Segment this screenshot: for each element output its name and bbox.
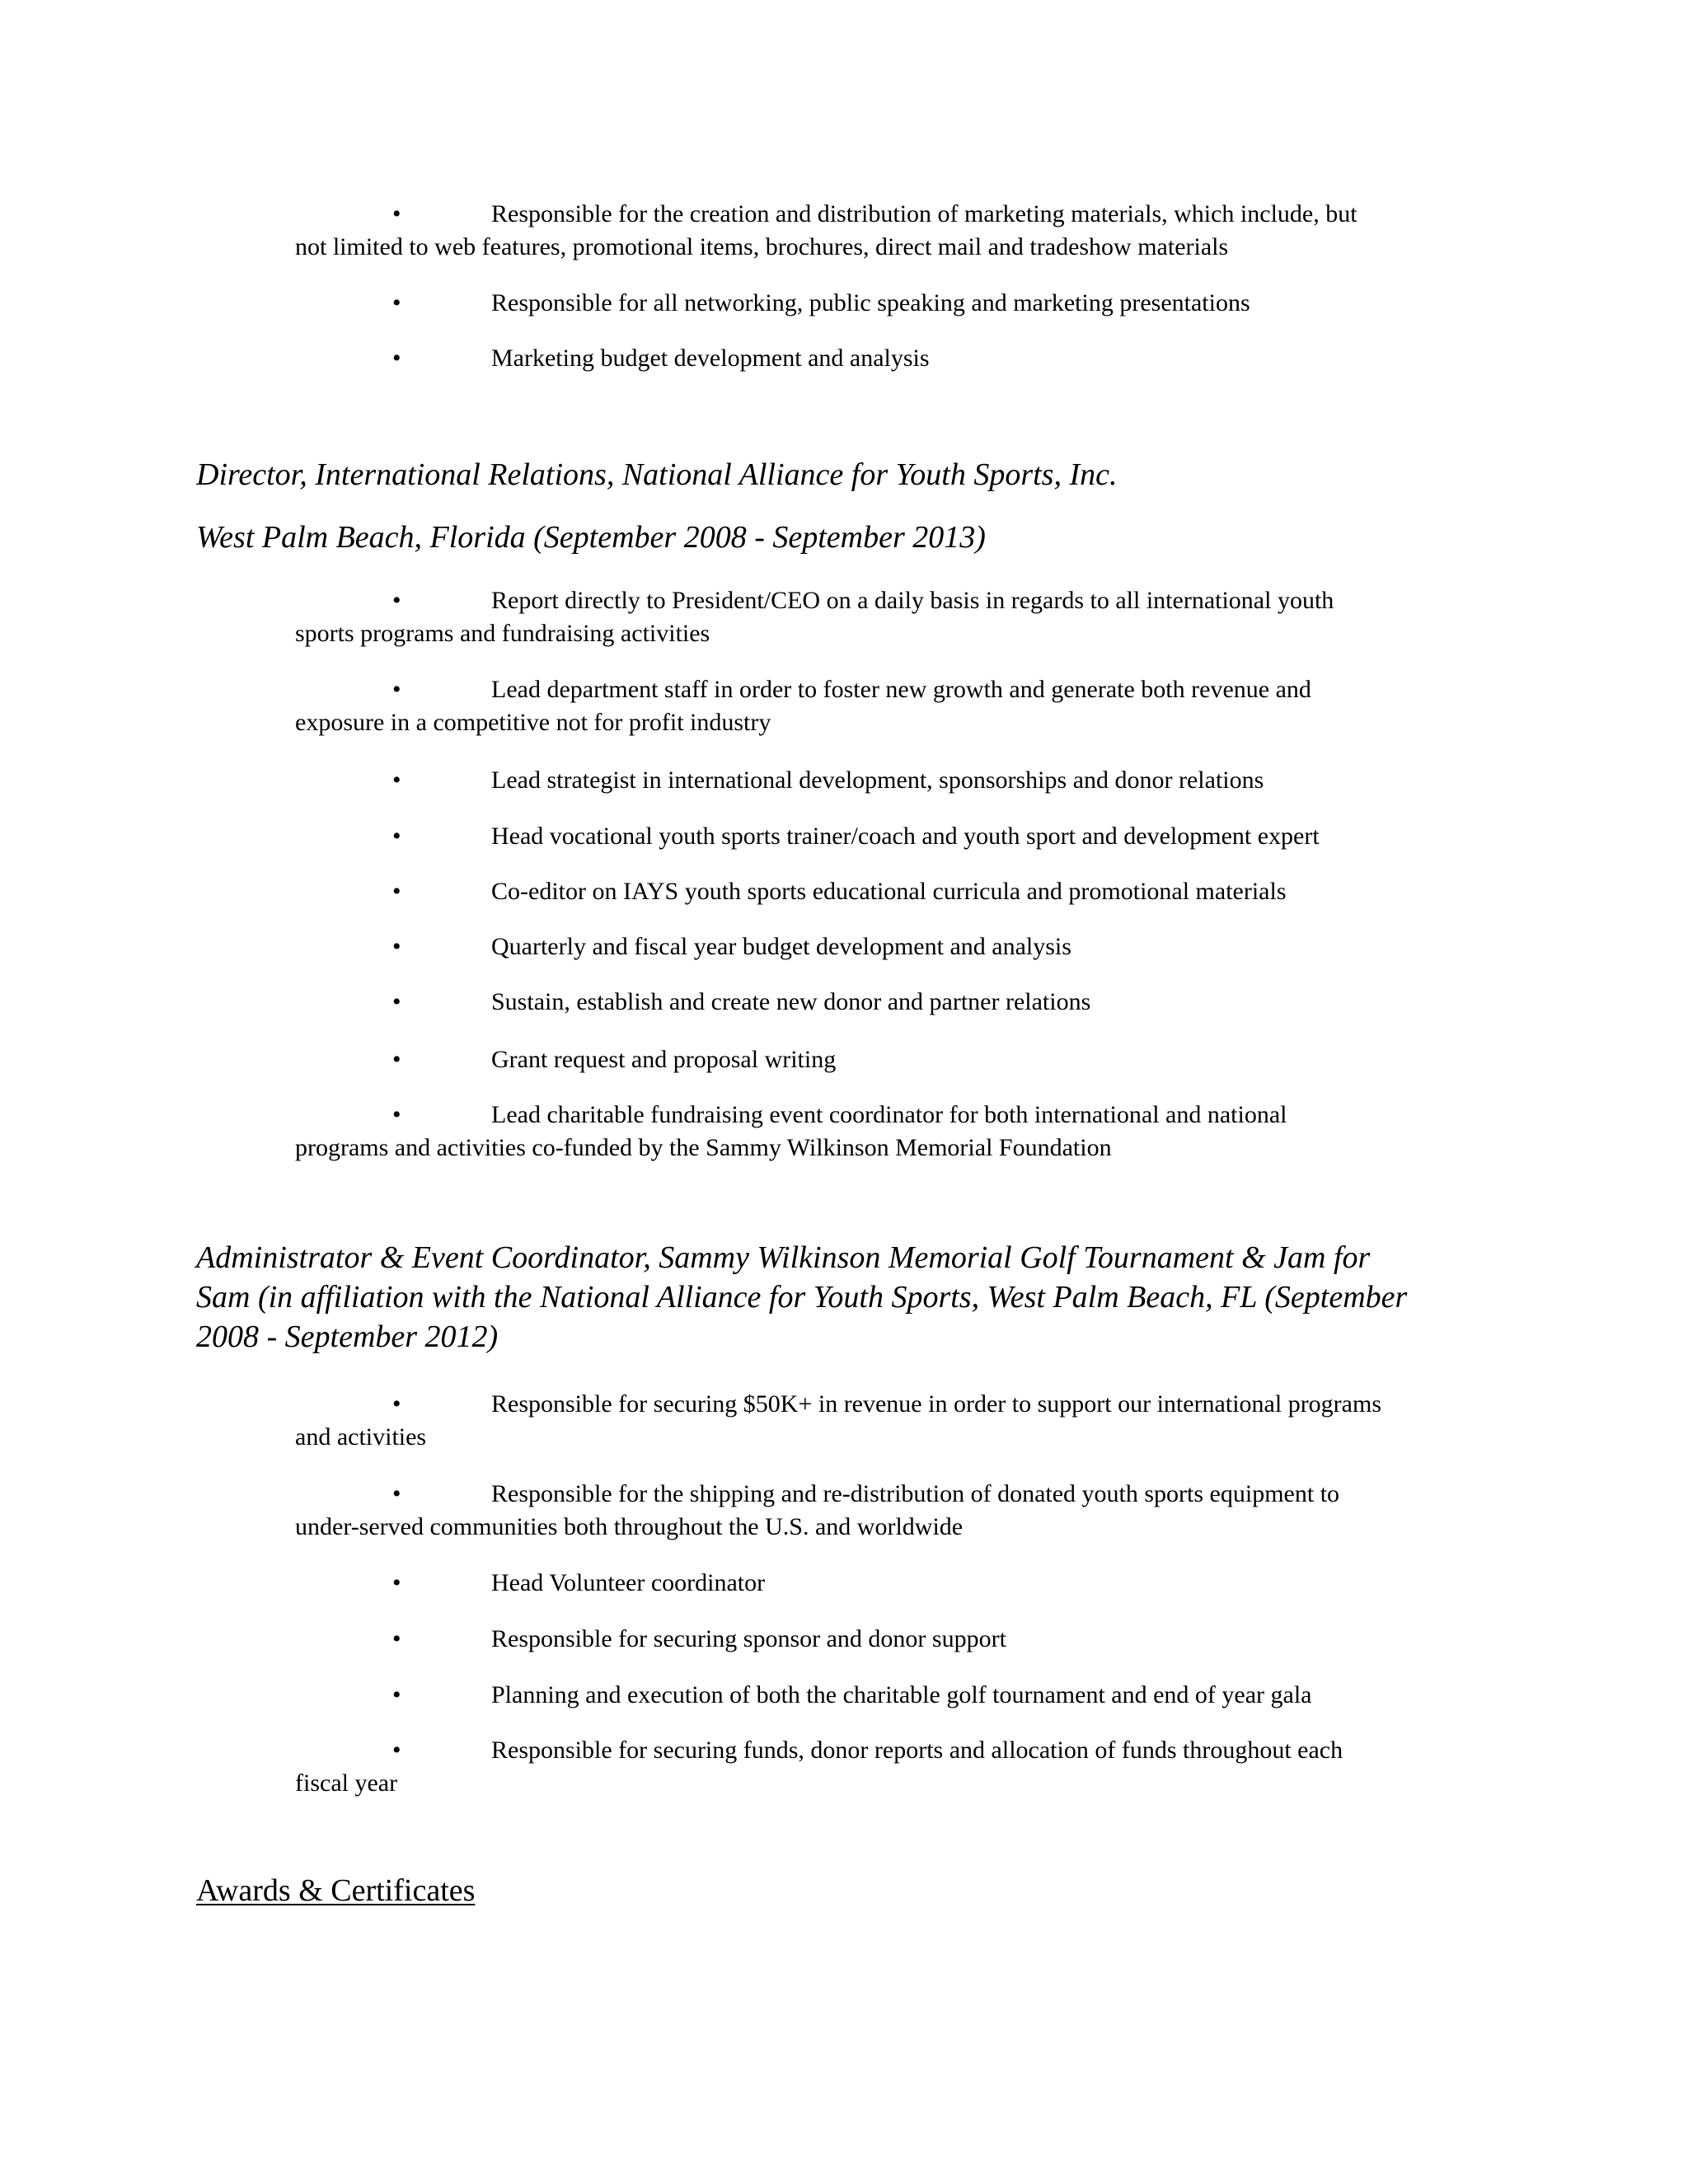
awards-section-heading: Awards & Certificates	[196, 1873, 476, 1908]
bullet-dot: •	[392, 200, 401, 227]
bullet-text: Report directly to President/CEO on a daily basis in regards to all international youth	[491, 587, 1334, 614]
bullet-item	[295, 584, 1490, 650]
bullet-item	[295, 1623, 1490, 1656]
job-title-line: Administrator & Event Coordinator, Sammy Wilkinson Memorial Golf Tournament & Jam for	[196, 1240, 1371, 1275]
bullet-text: Responsible for securing sponsor and donor support	[491, 1625, 1006, 1652]
job-title-line: Sam (in affiliation with the National Alliance for Youth Sports, West Palm Beach, FL (September	[196, 1280, 1408, 1315]
bullet-text: Planning and execution of both the charitable golf tournament and end of year gala	[491, 1681, 1312, 1708]
bullet-text: Responsible for the creation and distribution of marketing materials, which include, but	[491, 200, 1357, 227]
bullet-item	[295, 342, 1490, 375]
bullet-item	[295, 986, 1490, 1019]
bullet-text: Head vocational youth sports trainer/coach and youth sport and development expert	[491, 823, 1320, 850]
bullet-item	[295, 1734, 1490, 1800]
bullet-dot: •	[392, 933, 401, 960]
bullet-item	[295, 287, 1490, 320]
bullet-item	[295, 1388, 1490, 1454]
bullet-item	[295, 198, 1490, 264]
bullet-dot: •	[392, 1101, 401, 1128]
bullet-dot: •	[392, 988, 401, 1015]
bullet-item	[295, 673, 1490, 739]
bullet-dot: •	[392, 344, 401, 372]
bullet-dot: •	[392, 676, 401, 703]
bullet-dot: •	[392, 823, 401, 850]
bullet-text-continued: fiscal year	[295, 1769, 398, 1797]
bullet-text: Grant request and proposal writing	[491, 1046, 837, 1073]
bullet-item	[295, 930, 1490, 963]
bullet-item	[295, 875, 1490, 908]
bullet-text-continued: not limited to web features, promotional items, brochures, direct mail and tradeshow materials	[295, 233, 1229, 260]
bullet-text-continued: sports programs and fundraising activities	[295, 620, 710, 647]
bullet-text: Lead charitable fundraising event coordinator for both international and national	[491, 1101, 1287, 1128]
bullet-text: Responsible for securing $50K+ in revenue in order to support our international programs	[491, 1390, 1381, 1418]
bullet-item	[295, 1567, 1490, 1600]
bullet-text: Sustain, establish and create new donor and partner relations	[491, 988, 1091, 1015]
bullet-text-continued: under-served communities both throughout the U.S. and worldwide	[295, 1513, 964, 1540]
bullet-text: Responsible for the shipping and re-distribution of donated youth sports equipment to	[491, 1480, 1340, 1507]
bullet-text: Head Volunteer coordinator	[491, 1569, 766, 1596]
bullet-item	[295, 1043, 1490, 1076]
bullet-dot: •	[392, 1625, 401, 1652]
job-location-dates: West Palm Beach, Florida (September 2008 - September 2013)	[196, 520, 986, 555]
bullet-dot: •	[392, 1736, 401, 1764]
bullet-item	[295, 764, 1490, 797]
bullet-item	[295, 820, 1490, 853]
bullet-text: Responsible for all networking, public speaking and marketing presentations	[491, 289, 1250, 316]
job-title: Director, International Relations, National Alliance for Youth Sports, Inc.	[196, 457, 1118, 492]
bullet-dot: •	[392, 587, 401, 614]
bullet-dot: •	[392, 1390, 401, 1418]
bullet-dot: •	[392, 1046, 401, 1073]
bullet-text: Responsible for securing funds, donor reports and allocation of funds throughout each	[491, 1736, 1343, 1764]
bullet-dot: •	[392, 1681, 401, 1708]
bullet-text: Lead strategist in international development, sponsorships and donor relations	[491, 766, 1264, 794]
bullet-item	[295, 1478, 1490, 1544]
bullet-dot: •	[392, 1569, 401, 1596]
bullet-dot: •	[392, 878, 401, 905]
bullet-text: Lead department staff in order to foster new growth and generate both revenue and	[491, 676, 1311, 703]
bullet-dot: •	[392, 766, 401, 794]
bullet-text-continued: and activities	[295, 1423, 427, 1451]
bullet-text-continued: programs and activities co-funded by the Sammy Wilkinson Memorial Foundation	[295, 1134, 1112, 1161]
bullet-dot: •	[392, 1480, 401, 1507]
bullet-dot: •	[392, 289, 401, 316]
bullet-item	[295, 1679, 1490, 1712]
bullet-text: Co-editor on IAYS youth sports educational curricula and promotional materials	[491, 878, 1287, 905]
bullet-text: Quarterly and fiscal year budget development and analysis	[491, 933, 1071, 960]
bullet-text-continued: exposure in a competitive not for profit industry	[295, 709, 771, 736]
bullet-text: Marketing budget development and analysis	[491, 344, 930, 372]
job-title-line: 2008 - September 2012)	[196, 1319, 499, 1354]
bullet-item	[295, 1099, 1490, 1165]
